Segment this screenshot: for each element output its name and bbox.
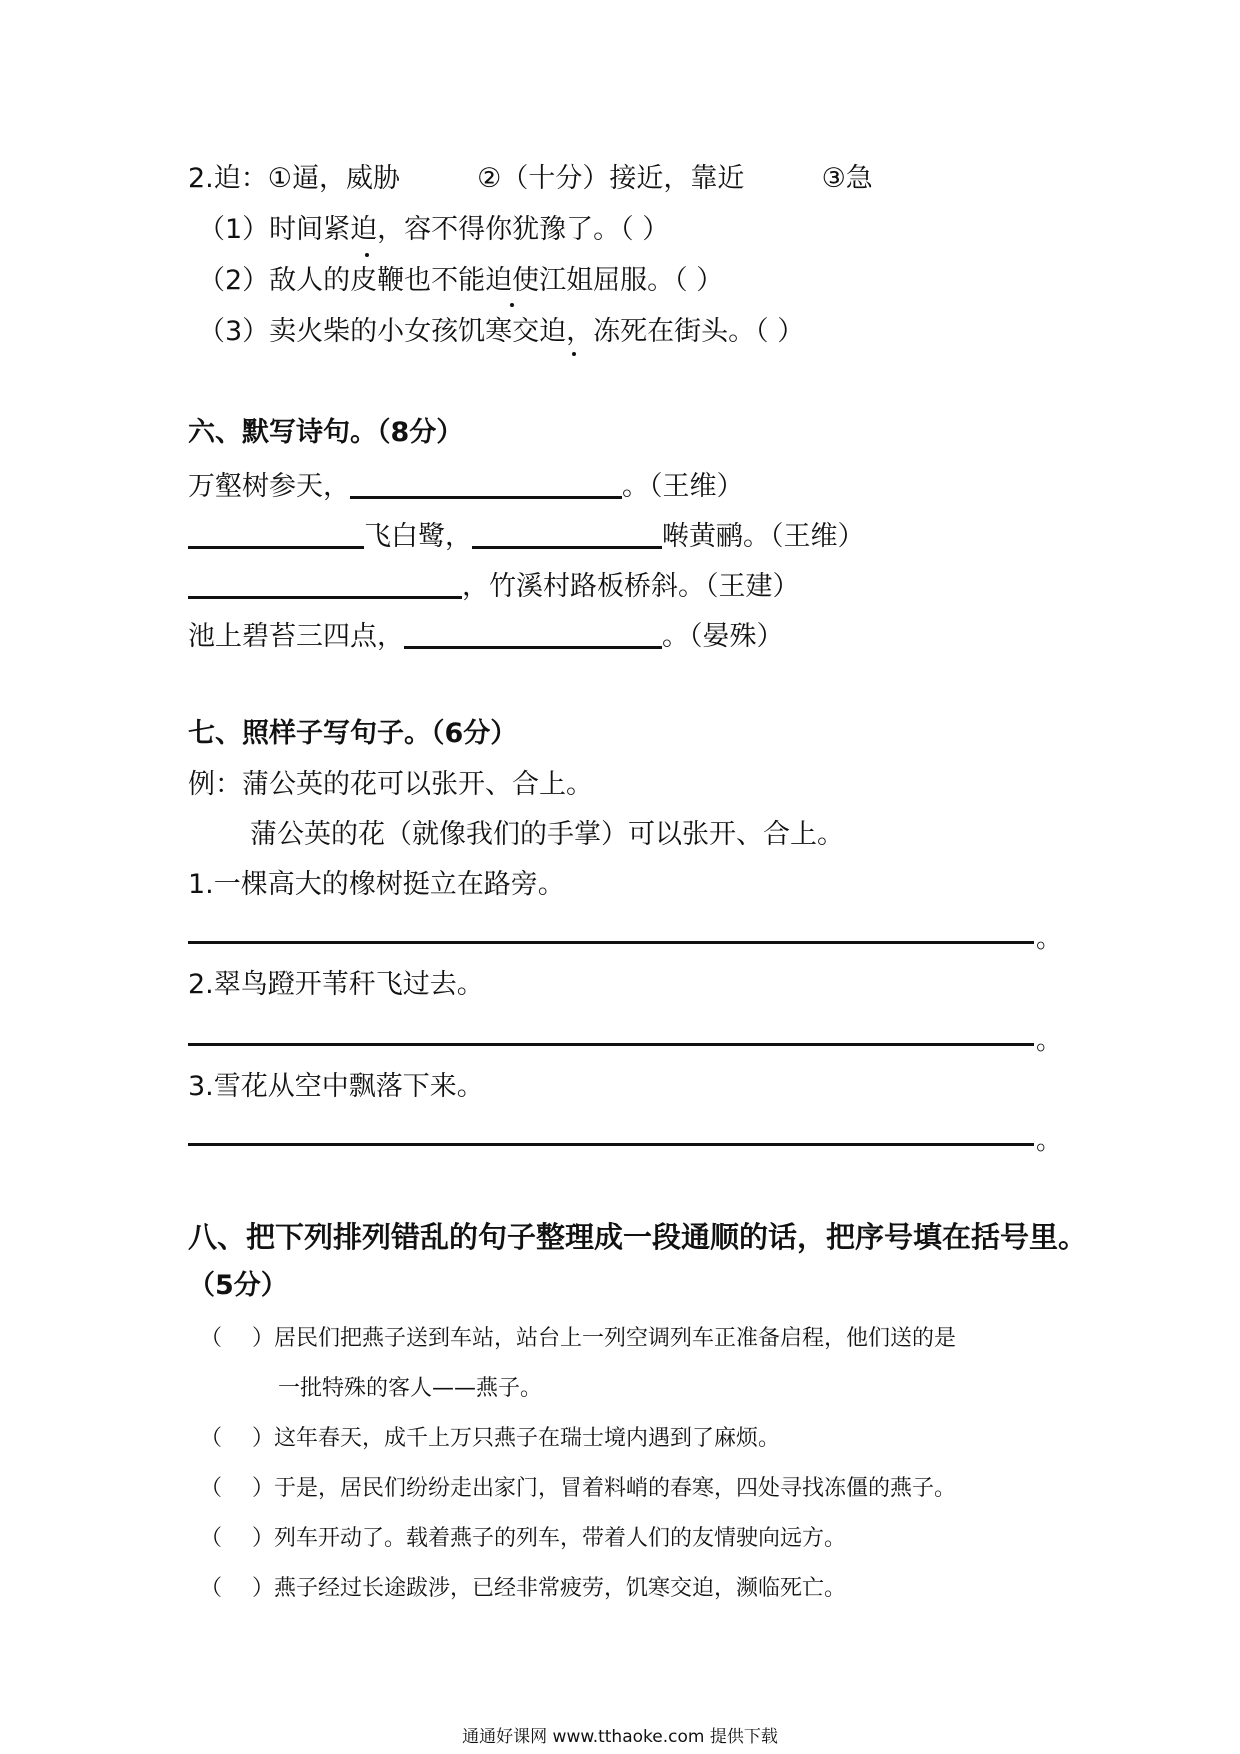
answer-paren-open[interactable]: （ — [200, 1526, 223, 1551]
answer-line[interactable] — [188, 1143, 1034, 1146]
poem-text: 啭黄鹂。（王维） — [662, 521, 865, 552]
q5-sentence-1: （1）时间紧迫，容不得你犹豫了。（ ） — [198, 214, 670, 245]
poem-source: 。（晏殊） — [662, 621, 784, 652]
q8-sentence-1 — [200, 1327, 956, 1351]
fill-blank[interactable] — [188, 570, 462, 599]
q5-sentence-2: （2）敌人的皮鞭也不能迫使江姐屈服。（ ） — [198, 265, 724, 296]
answer-paren-open[interactable]: （ — [200, 1326, 223, 1351]
poem-text: 池上碧苔三四点， — [188, 621, 404, 652]
fill-blank[interactable] — [350, 470, 622, 499]
q8-sentence-3 — [200, 1477, 956, 1501]
poem-text: 飞白鹭， — [364, 521, 472, 552]
q7-item-2: 2.翠鸟蹬开苇秆飞过去。 — [188, 969, 484, 1000]
footer-credit: 通通好课网 www.tthaoke.com 提供下载 — [462, 1727, 778, 1747]
q8-sentence-2 — [200, 1427, 780, 1451]
q7-example-1: 例：蒲公英的花可以张开、合上。 — [188, 769, 593, 800]
answer-line[interactable] — [188, 1043, 1034, 1046]
q6-line-3 — [188, 570, 800, 602]
sentence-text: 列车开动了。载着燕子的列车，带着人们的友情驶向远方。 — [274, 1526, 847, 1551]
sentence-text: 于是，居民们纷纷走出家门，冒着料峭的春寒，四处寻找冻僵的燕子。 — [274, 1476, 957, 1501]
sentence-text: 这年春天，成千上万只燕子在瑞士境内遇到了麻烦。 — [274, 1426, 781, 1451]
answer-paren-close: ） — [252, 1426, 275, 1451]
q8-sentence-4 — [200, 1527, 846, 1551]
q8-sentence-5 — [200, 1577, 846, 1601]
answer-paren-close: ） — [252, 1576, 275, 1601]
poem-source: 。（王维） — [622, 471, 744, 502]
emphasis-dot — [365, 253, 369, 257]
answer-period: 。 — [1036, 1026, 1063, 1056]
answer-period: 。 — [1036, 1126, 1063, 1156]
answer-paren-open[interactable]: （ — [200, 1476, 223, 1501]
q5-item2-heading — [188, 164, 873, 194]
emphasis-dot — [510, 303, 514, 307]
poem-text: 万壑树参天， — [188, 471, 350, 502]
emphasis-dot — [572, 352, 576, 356]
answer-paren-close: ） — [252, 1476, 275, 1501]
q7-item-1: 1.一棵高大的橡树挺立在路旁。 — [188, 869, 565, 900]
q8-score: （5分） — [188, 1270, 288, 1301]
q8-title: 八、把下列排列错乱的句子整理成一段通顺的话，把序号填在括号里。 — [188, 1220, 1088, 1254]
q7-title: 七、照样子写句子。（6分） — [188, 718, 518, 749]
q8-sentence-1-cont: 一批特殊的客人——燕子。 — [278, 1376, 543, 1401]
answer-paren-open[interactable]: （ — [200, 1576, 223, 1601]
answer-paren-close: ） — [252, 1326, 275, 1351]
answer-paren-close: ） — [252, 1526, 275, 1551]
answer-paren-open[interactable]: （ — [200, 1426, 223, 1451]
q5-sentence-3: （3）卖火柴的小女孩饥寒交迫，冻死在街头。（ ） — [198, 316, 805, 347]
meaning-3: ③急 — [821, 163, 873, 194]
poem-text: ，竹溪村路板桥斜。（王建） — [462, 571, 800, 602]
q6-line-2 — [188, 520, 865, 552]
sentence-text: 居民们把燕子送到车站，站台上一列空调列车正准备启程，他们送的是 — [274, 1326, 957, 1351]
q6-line-1 — [188, 470, 744, 502]
answer-period: 。 — [1036, 924, 1063, 954]
fill-blank[interactable] — [188, 520, 364, 549]
q7-example-2: 蒲公英的花（就像我们的手掌）可以张开、合上。 — [250, 819, 844, 850]
q7-item-3: 3.雪花从空中飘落下来。 — [188, 1071, 484, 1102]
answer-line[interactable] — [188, 941, 1034, 944]
fill-blank[interactable] — [404, 620, 662, 649]
meaning-1: 2.迫：①逼，威胁 — [188, 163, 400, 194]
q6-title: 六、默写诗句。（8分） — [188, 417, 464, 448]
fill-blank[interactable] — [472, 520, 662, 549]
sentence-text: 燕子经过长途跋涉，已经非常疲劳，饥寒交迫，濒临死亡。 — [274, 1576, 847, 1601]
q6-line-4 — [188, 620, 784, 652]
meaning-2: ②（十分）接近，靠近 — [477, 163, 745, 194]
